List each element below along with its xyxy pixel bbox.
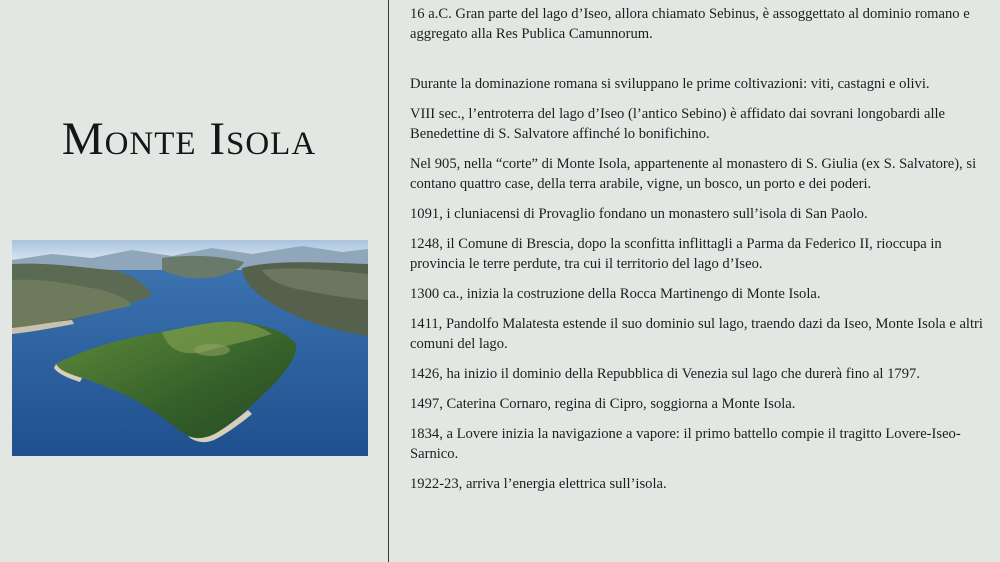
- timeline-entry-905: Nel 905, nella “corte” di Monte Isola, appartenente al monastero di S. Giulia (ex S. Salvatore), si contano quattro case, della terra arabile, vigne, un bosco, un porto e dei poderi.: [410, 156, 977, 192]
- timeline-entry-1834: 1834, a Lovere inizia la navigazione a vapore: il primo battello compie il tragitto Lovere-Iseo-Sarnico.: [410, 426, 961, 462]
- timeline-entry-1091: 1091, i cluniacensi di Provaglio fondano un monastero sull’isola di San Paolo.: [410, 206, 868, 222]
- timeline-entry-16bc: 16 a.C. Gran parte del lago d’Iseo, allora chiamato Sebinus, è assoggettato al dominio romano e aggregato alla Res Publica Camunnorum.: [410, 6, 970, 42]
- vertical-divider: [388, 0, 389, 562]
- slide-title: Monte Isola: [61, 113, 317, 165]
- aerial-lake-island-photo: [12, 240, 368, 456]
- timeline-entry-viii-sec: VIII sec., l’entroterra del lago d’Iseo (l’antico Sebino) è affidato dai sovrani longobardi alle Benedettine di S. Salvatore affinché lo bonifichino.: [410, 106, 946, 142]
- timeline-entry-1922: 1922-23, arriva l’energia elettrica sull’isola.: [410, 476, 667, 492]
- timeline-entry-1497: 1497, Caterina Cornaro, regina di Cipro, soggiorna a Monte Isola.: [410, 396, 796, 412]
- timeline-entry-1411: 1411, Pandolfo Malatesta estende il suo dominio sul lago, traendo dazi da Iseo, Monte Isola e altri comuni del lago.: [410, 316, 983, 352]
- timeline-entry-1300: 1300 ca., inizia la costruzione della Rocca Martinengo di Monte Isola.: [410, 286, 821, 302]
- timeline-entry-1248: 1248, il Comune di Brescia, dopo la sconfitta inflittagli a Parma da Federico II, rioccupa in provincia le terre perdute, tra cui il territorio del lago d’Iseo.: [410, 236, 942, 272]
- history-timeline: [410, 4, 986, 504]
- timeline-entry-roman: Durante la dominazione romana si sviluppano le prime coltivazioni: viti, castagni e olivi.: [410, 76, 930, 92]
- timeline-entry-1426: 1426, ha inizio il dominio della Repubblica di Venezia sul lago che durerà fino al 1797.: [410, 366, 920, 382]
